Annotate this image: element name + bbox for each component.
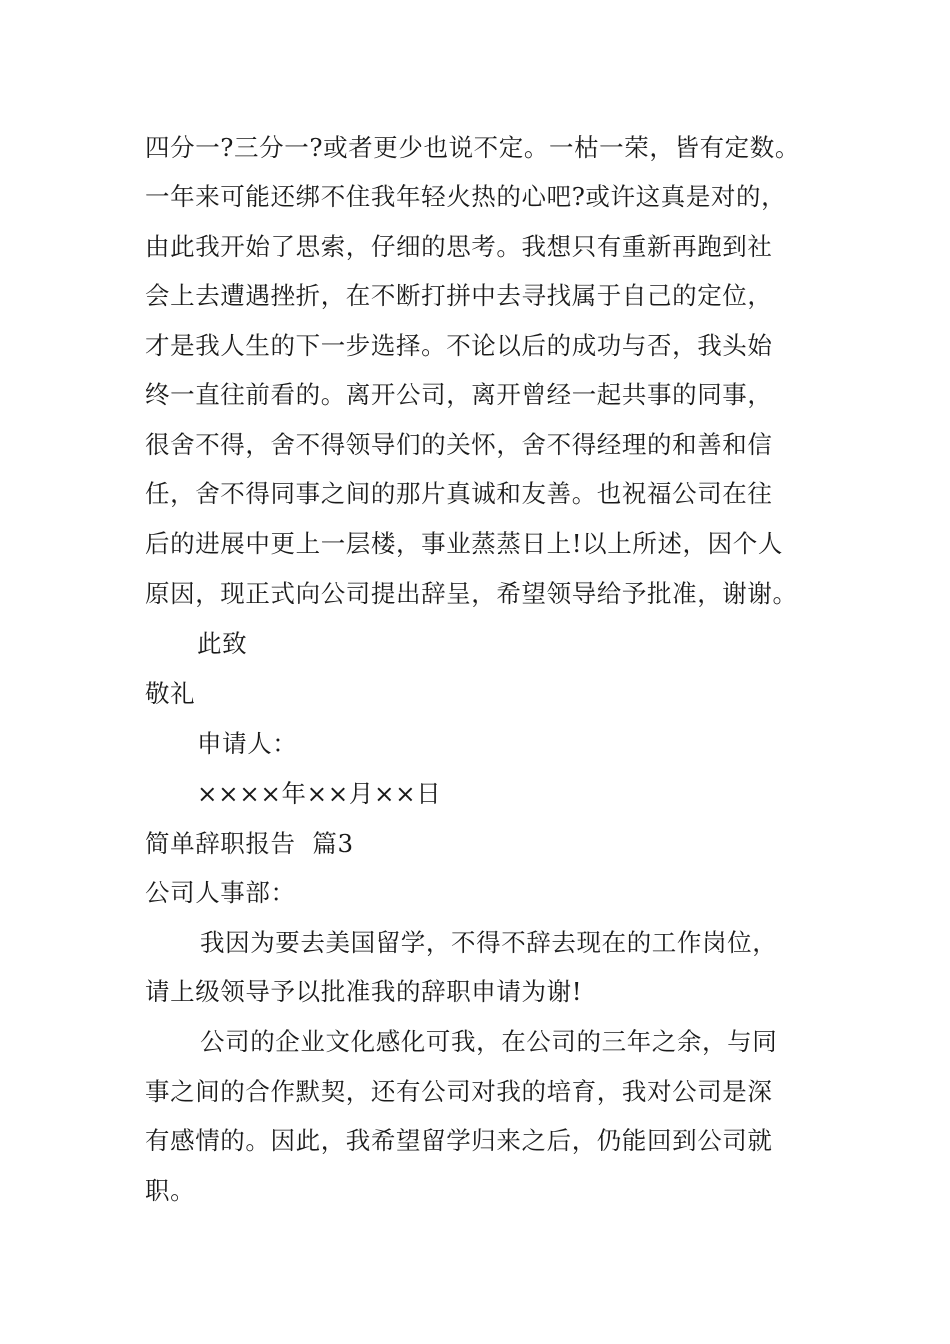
body-line-7: 很舍不得，舍不得领导们的关怀，舍不得经理的和善和信 <box>145 430 773 459</box>
body-line-4: 会上去遭遇挫折，在不断打拼中去寻找属于自己的定位， <box>145 281 773 310</box>
body-line-6: 终一直往前看的。离开公司，离开曾经一起共事的同事， <box>145 380 773 409</box>
para2-line-3: 有感情的。因此，我希望留学归来之后，仍能回到公司就 <box>145 1126 773 1155</box>
body-line-2: 一年来可能还绑不住我年轻火热的心吧?或许这真是对的， <box>145 182 787 211</box>
para1-line-1: 我因为要去美国留学，不得不辞去现在的工作岗位， <box>200 928 778 957</box>
para1-line-2: 请上级领导予以批准我的辞职申请为谢! <box>145 977 583 1006</box>
date-line: ××××年××月××日 <box>197 779 442 808</box>
body-line-3: 由此我开始了思索，仔细的思考。我想只有重新再跑到社 <box>145 232 773 261</box>
closing-salutation: 此致 <box>197 629 248 658</box>
applicant-label: 申请人： <box>197 729 298 758</box>
para2-line-4: 职。 <box>145 1176 196 1205</box>
recipient-line: 公司人事部： <box>145 878 296 907</box>
body-line-9: 后的进展中更上一层楼，事业蒸蒸日上!以上所述，因个人 <box>145 529 783 558</box>
section-title: 简单辞职报告 篇3 <box>145 829 354 858</box>
body-line-10: 原因，现正式向公司提出辞呈，希望领导给予批准，谢谢。 <box>145 579 798 608</box>
para2-line-2: 事之间的合作默契，还有公司对我的培育，我对公司是深 <box>145 1077 773 1106</box>
body-line-1: 四分一?三分一?或者更少也说不定。一枯一荣，皆有定数。 <box>145 133 800 162</box>
closing-regards: 敬礼 <box>145 679 196 708</box>
body-line-5: 才是我人生的下一步选择。不论以后的成功与否，我头始 <box>145 331 773 360</box>
body-line-8: 任，舍不得同事之间的那片真诚和友善。也祝福公司在往 <box>145 479 773 508</box>
para2-line-1: 公司的企业文化感化可我，在公司的三年之余，与同 <box>200 1027 778 1056</box>
